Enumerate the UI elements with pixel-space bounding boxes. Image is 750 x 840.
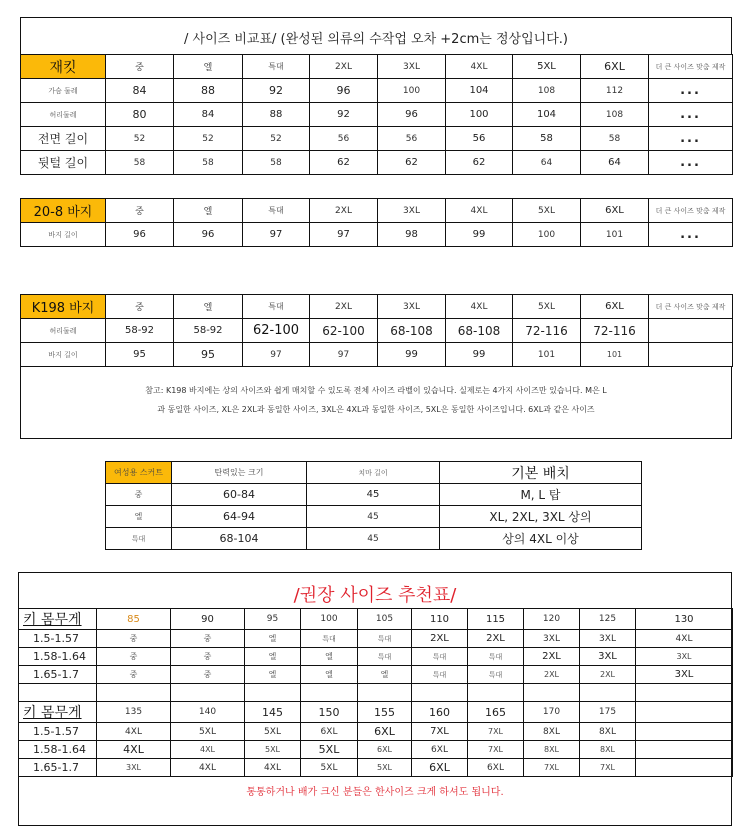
cell: 96 <box>174 223 243 247</box>
cell: 7XL <box>468 741 524 759</box>
cell: 중 <box>97 630 171 648</box>
row-label: 가슴 둘레 <box>21 79 106 103</box>
table-row <box>106 506 642 528</box>
table-row <box>19 759 733 777</box>
row-label: 바지 길이 <box>21 223 106 247</box>
cell: 62 <box>378 151 446 175</box>
jacket-header-row <box>21 55 733 79</box>
cell: 88 <box>174 79 243 103</box>
table-row <box>106 528 642 550</box>
size-header: 2XL <box>310 55 378 79</box>
size-header: 6XL <box>581 295 649 319</box>
row-label: 전면 길이 <box>21 127 106 151</box>
cell: 64 <box>513 151 581 175</box>
cell: 52 <box>243 127 310 151</box>
cell: 96 <box>310 79 378 103</box>
size-header: 특대 <box>243 55 310 79</box>
cell: 엘 <box>245 630 301 648</box>
row-label: 뒷털 길이 <box>21 151 106 175</box>
cell: 96 <box>378 103 446 127</box>
row-label: 엘 <box>106 506 172 528</box>
weight-header: 85 <box>97 609 171 630</box>
cell: 62-100 <box>310 319 378 343</box>
cell: 84 <box>174 103 243 127</box>
cell: M, L 탑 <box>440 484 642 506</box>
skirt-size-table <box>105 461 642 550</box>
pants-20-8-header-row <box>21 199 733 223</box>
cell: 중 <box>97 648 171 666</box>
pants-k198-size-table <box>20 294 733 367</box>
cell: 5XL <box>245 723 301 741</box>
row-label: 허리둘레 <box>21 319 106 343</box>
cell <box>636 741 733 759</box>
jacket-title-box <box>20 17 732 55</box>
pants-k198-header-row <box>21 295 733 319</box>
size-header: 4XL <box>446 199 513 223</box>
size-header: 2XL <box>310 295 378 319</box>
cell: 4XL <box>97 741 171 759</box>
cell: 특대 <box>468 648 524 666</box>
cell: 3XL <box>97 759 171 777</box>
cell: 특대 <box>412 648 468 666</box>
size-header: 5XL <box>513 295 581 319</box>
cell: 97 <box>243 223 310 247</box>
cell: 2XL <box>524 648 580 666</box>
cell: 7XL <box>580 759 636 777</box>
recommend-size-table <box>18 608 733 777</box>
cell: 98 <box>378 223 446 247</box>
cell: 45 <box>307 528 440 550</box>
table-row <box>19 741 733 759</box>
row-label: 바지 길이 <box>21 343 106 367</box>
table-row <box>19 648 733 666</box>
height-label: 1.5-1.57 <box>19 630 97 648</box>
weight-header: 100 <box>301 609 358 630</box>
cell: 97 <box>243 343 310 367</box>
cell <box>636 759 733 777</box>
cell: 58 <box>174 151 243 175</box>
cell: 중 <box>171 648 245 666</box>
cell: 101 <box>581 343 649 367</box>
cell: 97 <box>310 343 378 367</box>
cell: 62-100 <box>243 319 310 343</box>
weight-header: 150 <box>301 702 358 723</box>
cell: 3XL <box>636 666 733 684</box>
cell: 엘 <box>301 666 358 684</box>
cell: 2XL <box>412 630 468 648</box>
size-chart-title: / 사이즈 비교표/ (완성된 의류의 수작업 오차 +2cm는 정상입니다.) <box>184 32 568 47</box>
weight-header-row <box>19 609 733 630</box>
weight-header-row <box>19 702 733 723</box>
height-label: 1.65-1.7 <box>19 666 97 684</box>
weight-header: 170 <box>524 702 580 723</box>
table-row <box>19 723 733 741</box>
cell: 5XL <box>301 741 358 759</box>
cell: 8XL <box>524 723 580 741</box>
pants-20-8-label: 20-8 바지 <box>21 199 106 223</box>
cell: 52 <box>174 127 243 151</box>
cell: 92 <box>310 103 378 127</box>
custom-size-header: 더 큰 사이즈 맞춤 제작 <box>649 295 733 319</box>
cell: 84 <box>106 79 174 103</box>
cell: 64 <box>581 151 649 175</box>
weight-header: 120 <box>524 609 580 630</box>
weight-header: 105 <box>358 609 412 630</box>
cell: 58-92 <box>174 319 243 343</box>
cell: 58 <box>581 127 649 151</box>
cell: 99 <box>446 343 513 367</box>
k198-note-line-2: 과 동일한 사이즈, XL은 2XL과 동일한 사이즈, 3XL은 4XL과 동일한 사이즈, 5XL은 동일한 사이즈입니다. 6XL과 같은 사이즈 <box>157 405 595 414</box>
size-header: 2XL <box>310 199 378 223</box>
cell: 7XL <box>468 723 524 741</box>
size-header: 엘 <box>174 295 243 319</box>
cell: 8XL <box>580 741 636 759</box>
skirt-header-row <box>106 462 642 484</box>
custom-size-header: 더 큰 사이즈 맞춤 제작 <box>649 55 733 79</box>
height-label: 1.5-1.57 <box>19 723 97 741</box>
size-header: 5XL <box>513 55 581 79</box>
cell: 상의 4XL 이상 <box>440 528 642 550</box>
cell: 7XL <box>524 759 580 777</box>
weight-header: 155 <box>358 702 412 723</box>
cell: 2XL <box>524 666 580 684</box>
cell: 6XL <box>412 741 468 759</box>
cell: 3XL <box>636 648 733 666</box>
weight-header: 125 <box>580 609 636 630</box>
size-header: 중 <box>106 295 174 319</box>
table-row <box>21 319 733 343</box>
cell: 2XL <box>580 666 636 684</box>
skirt-label: 여성용 스커트 <box>106 462 172 484</box>
cell: 45 <box>307 506 440 528</box>
row-label: 허리둘레 <box>21 103 106 127</box>
jacket-label: 재킷 <box>21 55 106 79</box>
cell: 3XL <box>580 648 636 666</box>
custom-size-header: 더 큰 사이즈 맞춤 제작 <box>649 199 733 223</box>
table-row <box>21 343 733 367</box>
column-header: 탄력있는 크기 <box>172 462 307 484</box>
table-row <box>21 223 733 247</box>
k198-note-line-1: 참고: K198 바지에는 상의 사이즈와 쉽게 매치할 수 있도록 전체 사이즈 라벨이 있습니다. 실제로는 4가지 사이즈만 있습니다. M은 L <box>145 386 607 395</box>
cell: 45 <box>307 484 440 506</box>
weight-header: 90 <box>171 609 245 630</box>
cell: 72-116 <box>581 319 649 343</box>
cell: 99 <box>378 343 446 367</box>
cell: 엘 <box>245 648 301 666</box>
table-row <box>19 666 733 684</box>
cell: 2XL <box>468 630 524 648</box>
height-label: 1.58-1.64 <box>19 741 97 759</box>
cell: 100 <box>378 79 446 103</box>
cell: 4XL <box>245 759 301 777</box>
size-header: 4XL <box>446 55 513 79</box>
size-header: 엘 <box>174 199 243 223</box>
cell: ... <box>649 223 733 247</box>
cell <box>649 343 733 367</box>
cell: 62 <box>446 151 513 175</box>
size-header: 특대 <box>243 199 310 223</box>
jacket-size-table <box>20 54 733 175</box>
table-row <box>21 79 733 103</box>
weight-header: 145 <box>245 702 301 723</box>
cell: 68-104 <box>172 528 307 550</box>
weight-header: 140 <box>171 702 245 723</box>
cell: 108 <box>513 79 581 103</box>
cell: 8XL <box>580 723 636 741</box>
cell: 특대 <box>412 666 468 684</box>
row-label: 중 <box>106 484 172 506</box>
cell: 8XL <box>524 741 580 759</box>
table-row <box>21 151 733 175</box>
cell: 97 <box>310 223 378 247</box>
cell: 104 <box>513 103 581 127</box>
cell: 100 <box>446 103 513 127</box>
cell: 6XL <box>358 723 412 741</box>
recommend-title: /권장 사이즈 추천표/ <box>293 585 457 606</box>
size-header: 3XL <box>378 295 446 319</box>
cell <box>636 723 733 741</box>
size-header: 4XL <box>446 295 513 319</box>
weight-header: 130 <box>636 609 733 630</box>
weight-header: 160 <box>412 702 468 723</box>
cell: 95 <box>106 343 174 367</box>
cell: 6XL <box>301 723 358 741</box>
cell: 6XL <box>358 741 412 759</box>
cell: 58 <box>513 127 581 151</box>
cell: XL, 2XL, 3XL 상의 <box>440 506 642 528</box>
cell <box>649 319 733 343</box>
cell: 56 <box>378 127 446 151</box>
cell: 5XL <box>245 741 301 759</box>
weight-header: 135 <box>97 702 171 723</box>
cell: 100 <box>513 223 581 247</box>
cell: 108 <box>581 103 649 127</box>
weight-header: 165 <box>468 702 524 723</box>
cell: 58-92 <box>106 319 174 343</box>
cell: 4XL <box>97 723 171 741</box>
cell: ... <box>649 79 733 103</box>
size-header: 특대 <box>243 295 310 319</box>
table-row <box>21 103 733 127</box>
cell: 56 <box>310 127 378 151</box>
pants-k198-label: K198 바지 <box>21 295 106 319</box>
height-weight-header: 키 몸무게 <box>19 702 97 723</box>
cell: 112 <box>581 79 649 103</box>
cell: 특대 <box>358 648 412 666</box>
cell: 3XL <box>524 630 580 648</box>
cell: 7XL <box>412 723 468 741</box>
size-header: 3XL <box>378 199 446 223</box>
cell: 56 <box>446 127 513 151</box>
cell: 58 <box>106 151 174 175</box>
cell: 중 <box>171 630 245 648</box>
height-label: 1.65-1.7 <box>19 759 97 777</box>
cell: 104 <box>446 79 513 103</box>
height-label: 1.58-1.64 <box>19 648 97 666</box>
cell: 68-108 <box>378 319 446 343</box>
cell: 62 <box>310 151 378 175</box>
cell: 중 <box>171 666 245 684</box>
column-header: 기본 배치 <box>440 462 642 484</box>
table-row <box>106 484 642 506</box>
cell: 특대 <box>301 630 358 648</box>
cell: 52 <box>106 127 174 151</box>
cell: ... <box>649 151 733 175</box>
recommend-note: 통통하거나 배가 크신 분들은 한사이즈 크게 하셔도 됩니다. <box>246 787 504 798</box>
cell: 중 <box>97 666 171 684</box>
height-weight-header: 키 몸무게 <box>19 609 97 630</box>
weight-header <box>636 702 733 723</box>
column-header: 치마 길이 <box>307 462 440 484</box>
table-row <box>21 127 733 151</box>
cell: 58 <box>243 151 310 175</box>
weight-header: 110 <box>412 609 468 630</box>
cell: 5XL <box>171 723 245 741</box>
cell: 4XL <box>636 630 733 648</box>
cell: ... <box>649 127 733 151</box>
cell: 72-116 <box>513 319 581 343</box>
cell: 68-108 <box>446 319 513 343</box>
cell: 6XL <box>468 759 524 777</box>
size-header: 6XL <box>581 55 649 79</box>
size-header: 5XL <box>513 199 581 223</box>
spacer-row <box>19 684 733 702</box>
size-header: 중 <box>106 55 174 79</box>
cell: 4XL <box>171 759 245 777</box>
size-header: 6XL <box>581 199 649 223</box>
size-header: 3XL <box>378 55 446 79</box>
cell: 101 <box>513 343 581 367</box>
weight-header: 95 <box>245 609 301 630</box>
k198-note-box <box>20 366 732 439</box>
cell: 엘 <box>358 666 412 684</box>
cell: 특대 <box>468 666 524 684</box>
cell: 5XL <box>358 759 412 777</box>
cell: 64-94 <box>172 506 307 528</box>
cell: 특대 <box>358 630 412 648</box>
cell: 101 <box>581 223 649 247</box>
cell: 92 <box>243 79 310 103</box>
size-header: 엘 <box>174 55 243 79</box>
cell: 엘 <box>245 666 301 684</box>
cell: 88 <box>243 103 310 127</box>
row-label: 특대 <box>106 528 172 550</box>
cell: ... <box>649 103 733 127</box>
cell: 6XL <box>412 759 468 777</box>
cell: 4XL <box>171 741 245 759</box>
cell: 엘 <box>301 648 358 666</box>
pants-20-8-size-table <box>20 198 733 247</box>
cell: 80 <box>106 103 174 127</box>
cell: 95 <box>174 343 243 367</box>
cell: 60-84 <box>172 484 307 506</box>
cell: 99 <box>446 223 513 247</box>
size-header: 중 <box>106 199 174 223</box>
cell: 96 <box>106 223 174 247</box>
weight-header: 175 <box>580 702 636 723</box>
cell: 5XL <box>301 759 358 777</box>
table-row <box>19 630 733 648</box>
cell: 3XL <box>580 630 636 648</box>
weight-header: 115 <box>468 609 524 630</box>
